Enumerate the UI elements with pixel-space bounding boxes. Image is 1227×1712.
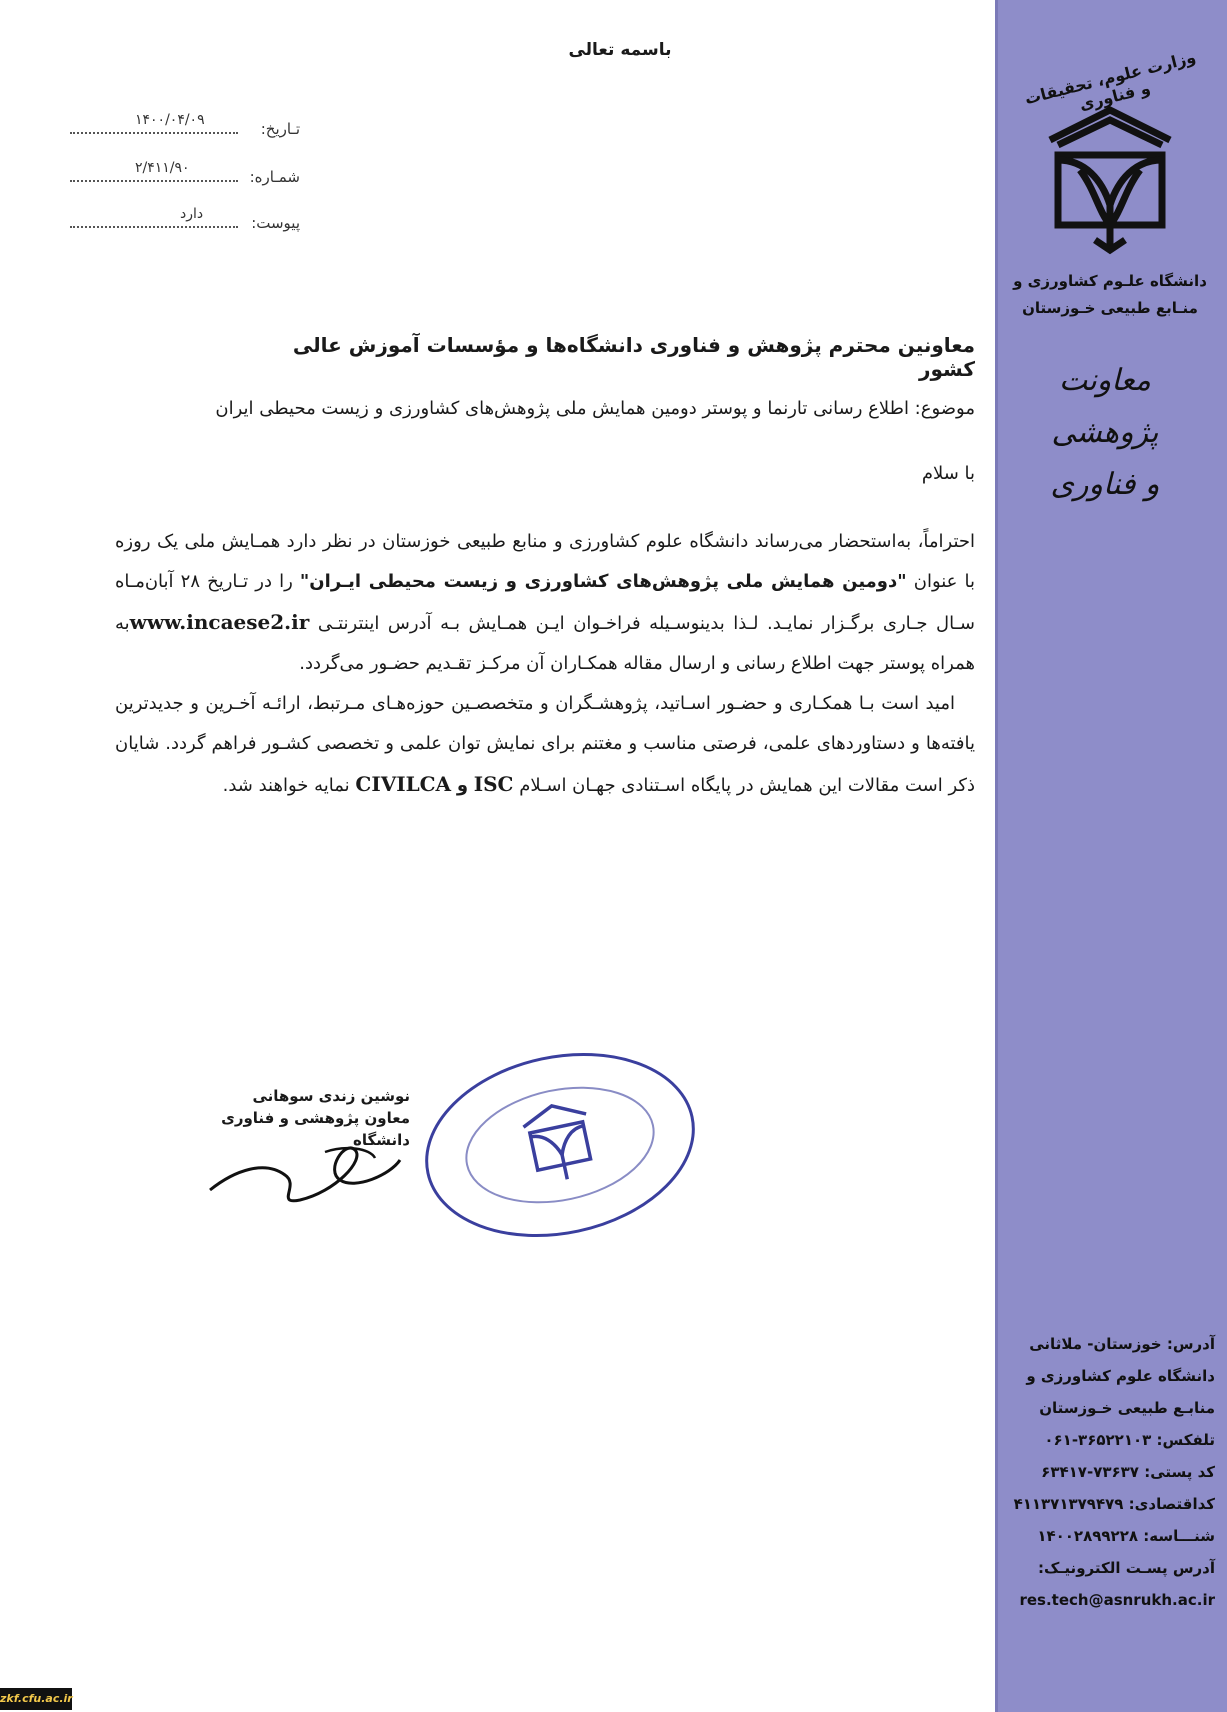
university-logo-icon (1040, 100, 1180, 260)
conference-title: "دومین همایش ملی پژوهش‌های کشاورزی و زیست محیطی ایـران" (299, 571, 907, 592)
department-title-line1: معاونت پژوهشی (1051, 363, 1159, 450)
p1-part-c: به همراه پوستر جهت اطلاع رسانی و ارسال مقاله همکـاران آن مرکـز تقـدیم حضـور می‌گردد. (115, 613, 975, 674)
number-value: ۲/۴۱۱/۹۰ (135, 160, 190, 176)
department-title (1005, 355, 1205, 511)
subject-line: موضوع: اطلاع رسانی تارنما و پوستر دومین همایش ملی پژوهش‌های کشاورزی و زیست محیطی ایران (215, 398, 975, 419)
handwritten-signature-icon (205, 1130, 405, 1210)
attachment-field (70, 206, 300, 232)
address-line3: منابـع طبیعی خـوزستان (1039, 1399, 1215, 1417)
date-label: تـاریخ: (260, 120, 300, 138)
university-name-line2: منـابع طبیعی خـوزستان (1022, 299, 1198, 317)
number-dotted-line (70, 180, 238, 182)
ministry-name: وزارت علوم، تحقیقات و فناوری (1022, 47, 1198, 115)
date-dotted-line (70, 132, 238, 134)
letter-body (115, 522, 975, 806)
date-field (70, 112, 300, 138)
addressee: معاونین محترم پژوهش و فناوری دانشگاه‌ها و مؤسسات آموزش عالی کشور (292, 333, 975, 381)
email-label: آدرس پسـت الکترونیـک: (1037, 1559, 1215, 1577)
national-id-line: شنـــاسه: ۱۴۰۰۲۸۹۹۲۲۸ (1037, 1527, 1215, 1545)
source-watermark: zkf.cfu.ac.ir (0, 1688, 72, 1710)
attachment-value: دارد (180, 206, 204, 222)
and-word: و (456, 775, 469, 796)
email-address[interactable]: res.tech@asnrukh.ac.ir (1019, 1591, 1215, 1609)
contact-block (1005, 1328, 1215, 1616)
number-field (70, 160, 300, 186)
isc-index: ISC (473, 772, 514, 796)
address-line2: دانشگاه علوم کشاورزی و (1026, 1367, 1215, 1385)
official-stamp-icon (418, 1045, 703, 1245)
attachment-label: پیوست: (251, 214, 300, 232)
university-name (1005, 268, 1215, 322)
conference-url-link[interactable]: www.incaese2.ir (129, 610, 310, 634)
university-name-line1: دانشگاه علـوم کشاورزی و (1013, 272, 1207, 290)
address-line1: آدرس: خوزستان- ملاثانی (1029, 1335, 1215, 1353)
p1-part-b: را در تـاریخ ۲۸ آبان‌مـاه سـال جـاری برگـزار نمایـد. لـذا بدینوسـیله فراخـوان ایـن همـایش بـه آدرس اینترنتـی (115, 571, 975, 634)
signatory-title: معاون پژوهشی و فناوری دانشگاه (221, 1109, 410, 1149)
postal-code-line: کد پستی: ۷۳۶۳۷-۶۳۴۱۷ (1041, 1463, 1215, 1481)
fax-line: تلفکس: ۳۶۵۲۲۱۰۳-۰۶۱ (1044, 1431, 1215, 1449)
p1-part-a: احتراماً، به‌استحضار می‌رساند دانشگاه علوم کشاورزی و منابع طبیعی خوزستان در نظر دارد همـایش ملی یک روزه با عنوان (115, 531, 976, 592)
greeting: با سلام (921, 463, 975, 484)
date-value: ۱۴۰۰/۰۴/۰۹ (135, 112, 205, 128)
p2-part-b: نمایه خواهند شد. (222, 775, 350, 796)
signatory-name: نوشین زندی سوهانی (252, 1087, 410, 1105)
paragraph-1 (115, 522, 975, 684)
paragraph-2 (115, 684, 975, 806)
department-title-line2: و فناوری (1050, 467, 1160, 502)
invocation-heading: باسمه تعالی (568, 40, 672, 60)
economic-code-line: کداقتصادی: ۴۱۱۳۷۱۳۷۹۴۷۹ (1013, 1495, 1215, 1513)
p2-part-a: امید است بـا همکـاری و حضـور اسـاتید، پژوهشـگران و متخصصـین حوزه‌هـای مـرتبط، ارائـه آخـرین و جدیدترین یافته‌ها و دستاوردهای علمی، فرصتی مناسب و مغتنم برای نمایش توان علمی و تخصصی کشـور فراهم گردد. شایان ذکر است مقالات این همایش در پایگاه اسـتنادی جهـان اسـلام (115, 693, 975, 796)
civilica-index: CIVILCA (355, 772, 452, 796)
number-label: شمـاره: (249, 168, 300, 186)
attachment-dotted-line (70, 226, 238, 228)
